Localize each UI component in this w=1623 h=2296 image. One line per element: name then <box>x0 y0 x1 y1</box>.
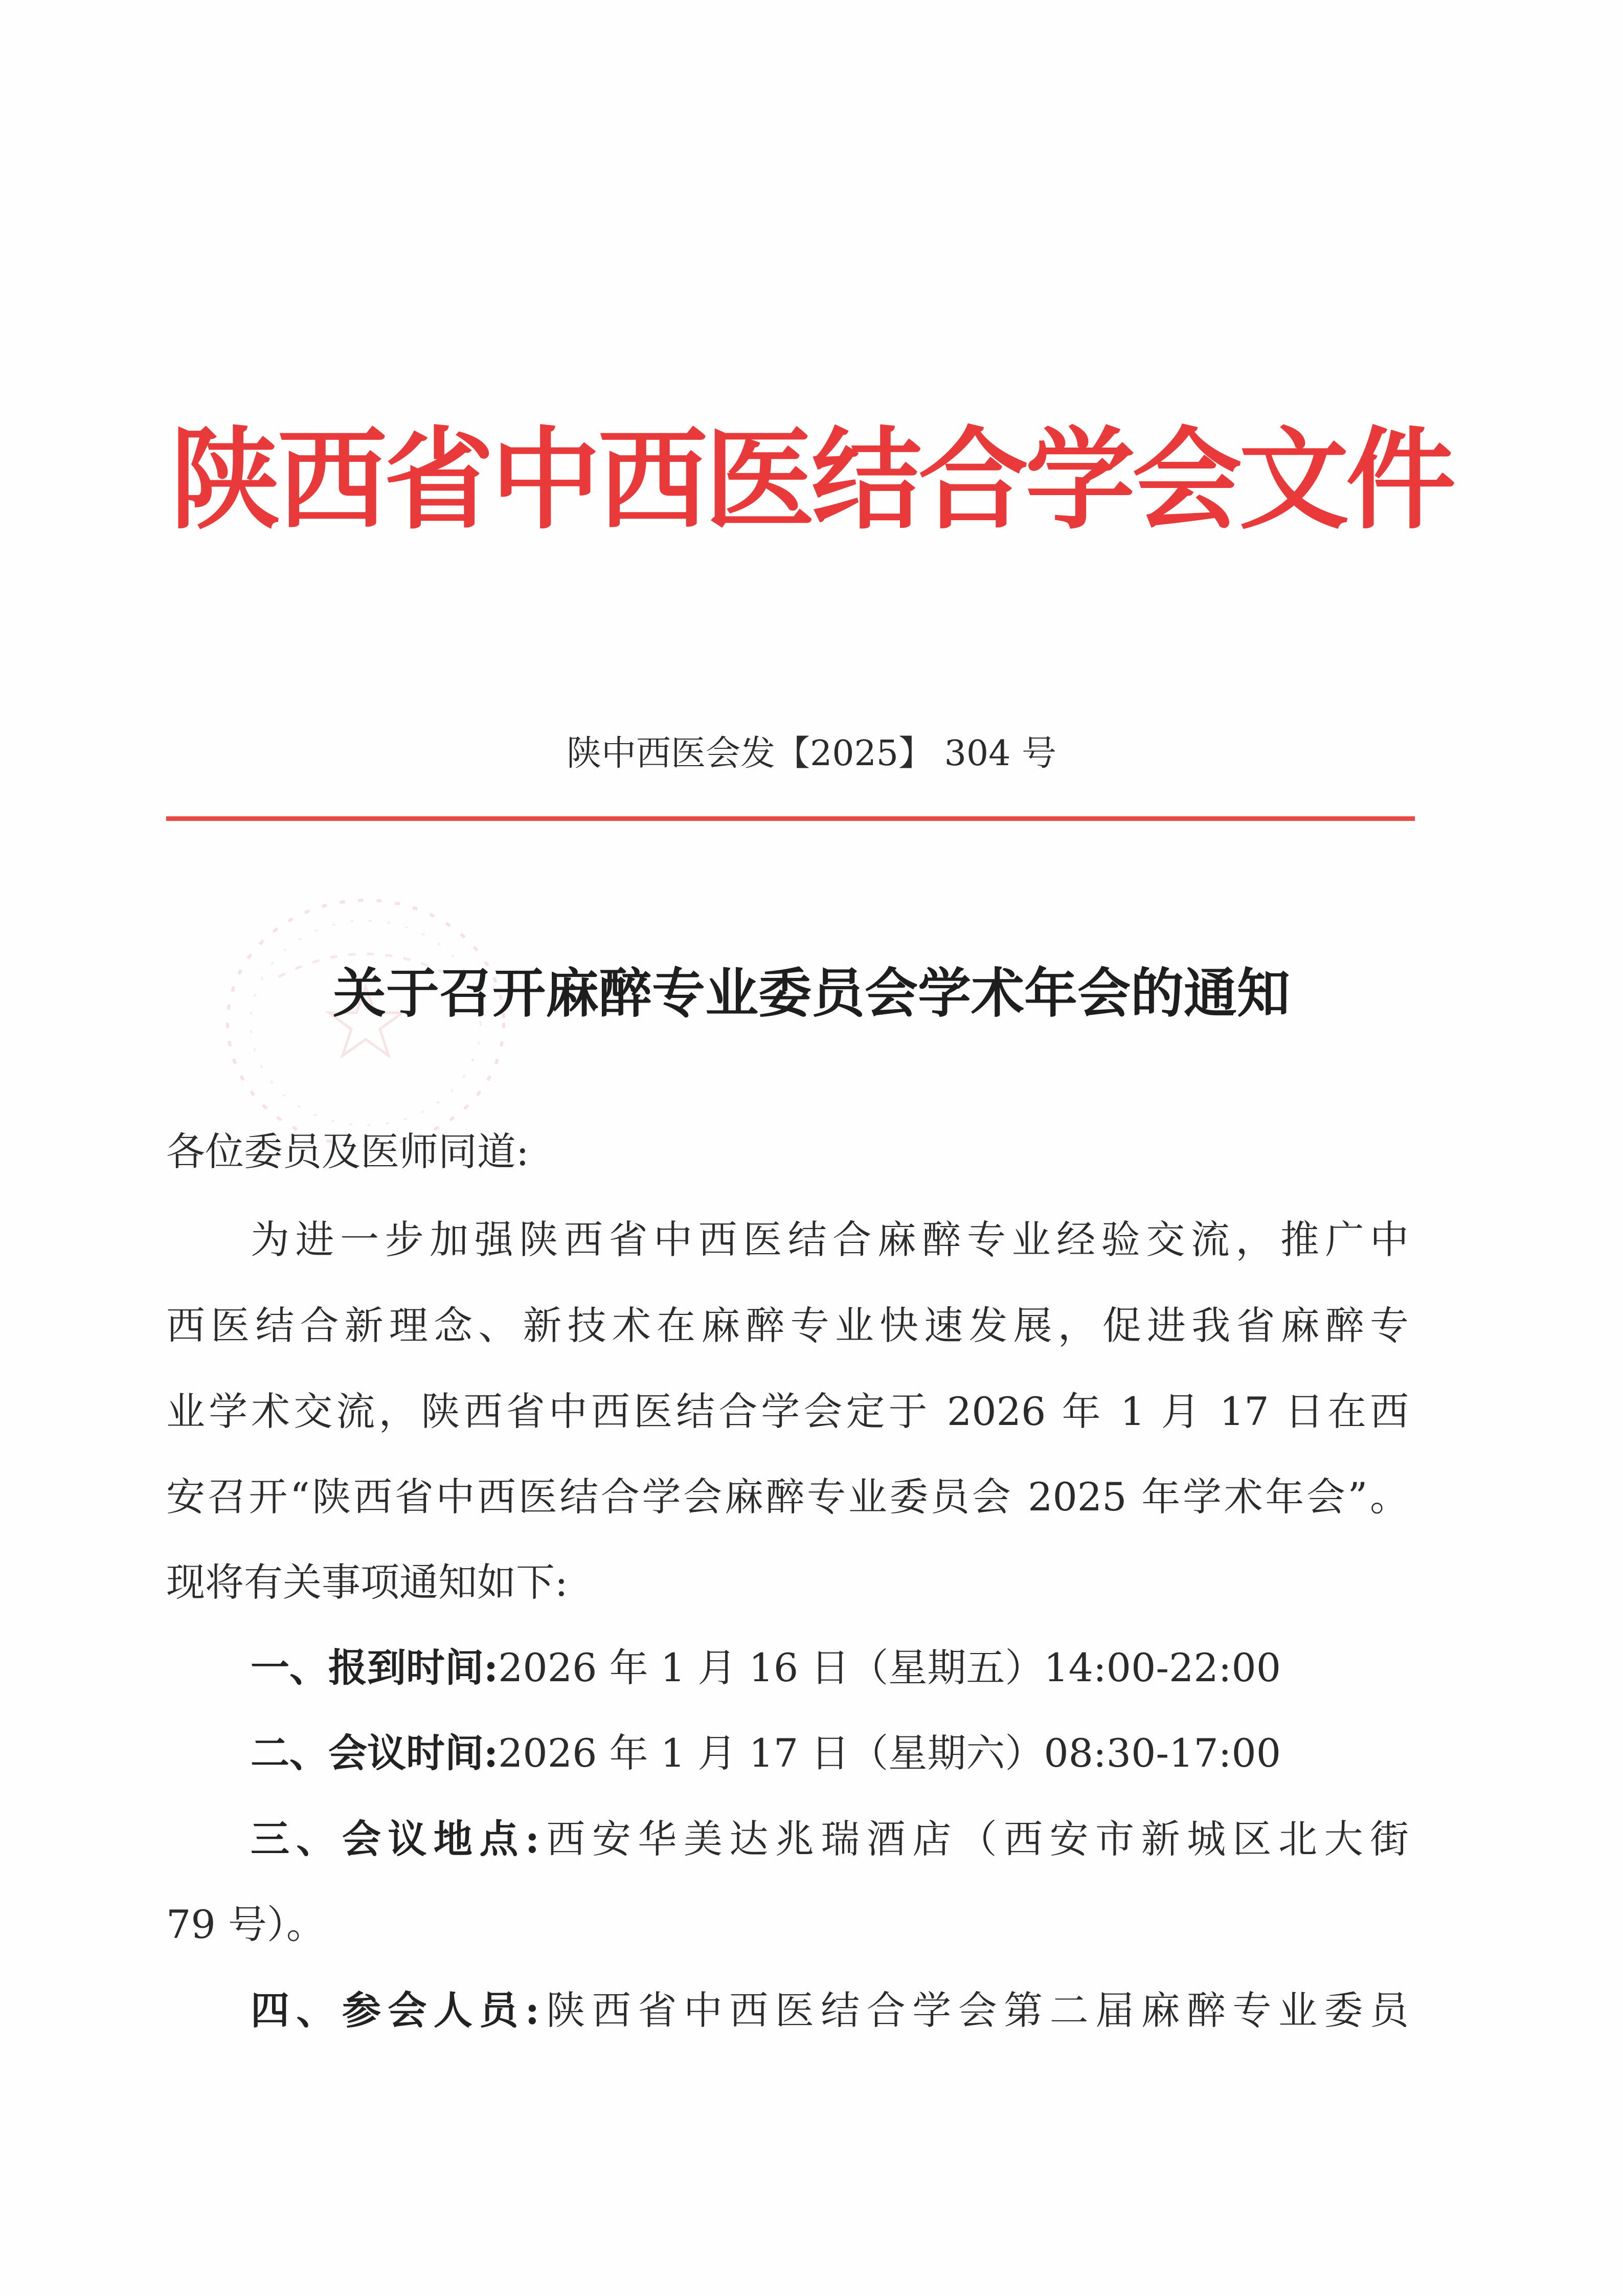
item-label: 一、报到时间: <box>251 1645 499 1690</box>
notice-title: 关于召开麻醉专业委员会学术年会的通知 <box>332 962 1290 1024</box>
faded-seal-stamp <box>202 890 534 1166</box>
body-line-4: 安召开“陕西省中西医结合学会麻醉专业委员会 2025 年学术年会”。 <box>166 1474 1409 1520</box>
item-label: 四、参会人员: <box>251 1988 539 2033</box>
body-line-2: 西医结合新理念、新技术在麻醉专业快速发展，促进我省麻醉专 <box>166 1303 1409 1348</box>
item-registration-time <box>251 1645 1281 1690</box>
item-label: 三、会议地点: <box>251 1816 539 1862</box>
item-venue-continued <box>166 1902 325 1947</box>
item-attendees <box>251 1988 1409 2033</box>
body-line-5: 现将有关事项通知如下: <box>166 1559 568 1605</box>
body-line-3: 业学术交流，陕西省中西医结合学会定于 2026 年 1 月 17 日在西 <box>166 1389 1409 1434</box>
salutation: 各位委员及医师同道: <box>166 1129 529 1174</box>
masthead-title: 陕西省中西医结合学会文件 <box>170 415 1453 544</box>
item-value: 陕西省中西医结合学会第二届麻醉专业委员 <box>539 1988 1409 2033</box>
item-label: 二、会议时间: <box>251 1730 499 1776</box>
item-value: 2026 年 1 月 16 日（星期五）14:00-22:00 <box>498 1645 1281 1690</box>
item-value: 79 号）。 <box>166 1902 325 1947</box>
item-meeting-time <box>251 1730 1281 1776</box>
item-value: 西安华美达兆瑞酒店（西安市新城区北大街 <box>539 1816 1409 1862</box>
item-value: 2026 年 1 月 17 日（星期六）08:30-17:00 <box>498 1730 1281 1776</box>
item-meeting-venue <box>251 1816 1409 1862</box>
body-line-1: 为进一步加强陕西省中西医结合麻醉专业经验交流，推广中 <box>251 1217 1409 1262</box>
red-divider-line <box>166 816 1415 821</box>
document-number: 陕中西医会发【2025】 304 号 <box>566 733 1057 774</box>
